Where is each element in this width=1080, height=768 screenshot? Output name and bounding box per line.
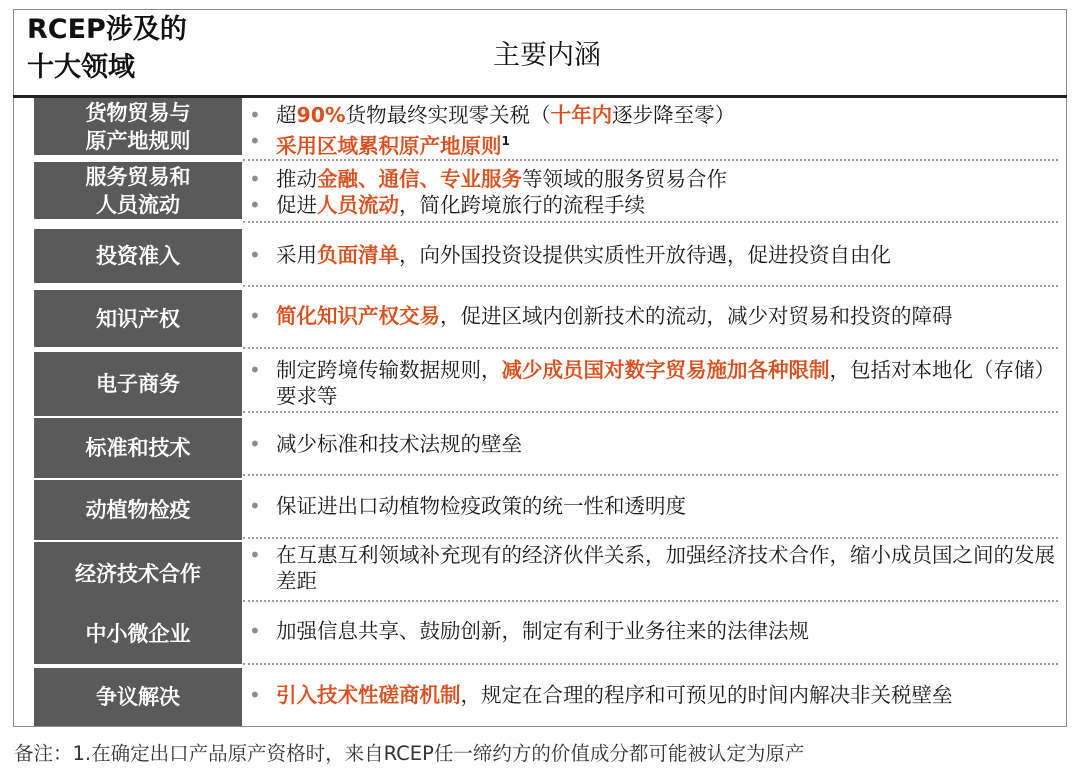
- bullet-item: [243, 542, 1061, 594]
- bullet-text: 逐步降至零）: [612, 103, 736, 127]
- category-cell: [34, 229, 242, 283]
- bullet-list: [243, 542, 1061, 594]
- bullet-dot-icon: •: [249, 103, 261, 127]
- bullet-list: [243, 493, 1061, 519]
- category-label: 投资准入: [96, 244, 180, 268]
- table-row: [13, 350, 1067, 410]
- bullet-item: [243, 431, 1061, 457]
- category-label: 标准和技术: [85, 436, 191, 460]
- row-separator: [243, 663, 1058, 665]
- highlight-text: 人员流动: [317, 193, 399, 217]
- bullet-dot-icon: •: [249, 243, 261, 267]
- bullet-list: [243, 242, 1061, 268]
- category-label: 动植物检疫: [85, 498, 191, 522]
- bullet-item: [243, 242, 1061, 268]
- bullet-dot-icon: •: [249, 432, 261, 456]
- bullet-dot-icon: •: [249, 619, 261, 643]
- category-cell: [34, 480, 242, 540]
- category-cell: [34, 668, 242, 726]
- bullet-item: [243, 128, 1061, 159]
- row-separator: [243, 474, 1058, 476]
- bullet-list: [243, 682, 1061, 708]
- highlight-text: 十年内: [550, 103, 613, 127]
- bullet-text: 采用: [276, 243, 317, 267]
- category-label: 服务贸易和: [85, 164, 191, 189]
- bullet-dot-icon: •: [249, 543, 261, 567]
- bullet-text: ，包括对本地化（存储）要求等: [276, 358, 1055, 408]
- bullet-dot-icon: •: [249, 494, 261, 518]
- highlight-text: 减少成员国对数字贸易施加各种限制: [501, 358, 830, 382]
- row-separator: [243, 159, 1058, 161]
- bullet-list: [243, 431, 1061, 457]
- bullet-text: 超: [276, 103, 297, 127]
- bullet-dot-icon: •: [249, 129, 261, 153]
- bullet-item: [243, 682, 1061, 708]
- bullet-item: [243, 102, 1061, 128]
- category-cell: [34, 542, 242, 606]
- bullet-dot-icon: •: [249, 358, 261, 382]
- category-label: 货物贸易与: [85, 100, 191, 125]
- bullet-text: ，简化跨境旅行的流程手续: [399, 193, 645, 217]
- highlight-text: 采用区域累积原产地原则: [276, 133, 502, 158]
- category-label: 电子商务: [96, 372, 180, 396]
- bullet-text: ，促进区域内创新技术的流动，减少对贸易和投资的障碍: [440, 304, 953, 328]
- bullet-text: 保证进出口动植物检疫政策的统一性和透明度: [276, 494, 686, 518]
- bullet-text: 推动: [276, 167, 317, 191]
- row-separator: [243, 347, 1058, 349]
- table-header: [13, 9, 1067, 95]
- table-row: [13, 288, 1067, 348]
- highlight-text: 引入技术性磋商机制: [276, 683, 461, 707]
- bullet-list: [243, 357, 1061, 409]
- category-cell: [34, 604, 242, 664]
- row-separator: [243, 600, 1058, 602]
- highlight-text: 简化知识产权交易: [276, 304, 440, 328]
- bullet-dot-icon: •: [249, 167, 261, 191]
- bullet-item: [243, 357, 1061, 409]
- table-row: [13, 101, 1067, 158]
- category-label: 知识产权: [96, 306, 180, 331]
- category-label: 中小微企业: [85, 622, 191, 646]
- category-cell: [34, 352, 242, 416]
- bullet-item: [243, 493, 1061, 519]
- table-row: [13, 538, 1067, 598]
- bullet-dot-icon: •: [249, 193, 261, 217]
- category-label: 原产地规则: [85, 128, 191, 153]
- footnote: 备注：1.在确定出口产品原产资格时，来自RCEP任一缔约方的价值成分都可能被认定为原产: [14, 742, 805, 765]
- row-separator: [243, 411, 1058, 413]
- category-cell: [34, 418, 242, 478]
- bullet-list: [243, 618, 1061, 644]
- table-row: [13, 162, 1067, 219]
- highlight-text: 负面清单: [317, 243, 399, 267]
- row-separator: [243, 221, 1058, 223]
- highlight-text: 90%: [296, 103, 346, 127]
- category-cell: [34, 98, 242, 155]
- bullet-text: 在互惠互利领域补充现有的经济伙伴关系，加强经济技术合作，缩小成员国之间的发展差距: [276, 543, 1055, 593]
- highlight-text: 金融、通信、专业服务: [317, 167, 522, 191]
- table-row: [13, 476, 1067, 536]
- bullet-item: [243, 618, 1061, 644]
- bullet-text: 制定跨境传输数据规则，: [276, 358, 502, 382]
- category-cell: [34, 162, 242, 219]
- bullet-item: [243, 192, 1061, 218]
- category-label: 争议解决: [96, 685, 180, 709]
- bullet-text: ，向外国投资设提供实质性开放待遇，促进投资自由化: [399, 243, 891, 267]
- bullet-dot-icon: •: [249, 304, 261, 328]
- table-row: [13, 666, 1067, 724]
- table-row: [13, 602, 1067, 662]
- header-left-title: RCEP涉及的 十大领域: [27, 14, 187, 83]
- table-row: [13, 414, 1067, 474]
- bullet-list: [243, 303, 1061, 329]
- bullet-text: 减少标准和技术法规的壁垒: [276, 432, 522, 456]
- bullet-text: 加强信息共享、鼓励创新，制定有利于业务往来的法律法规: [276, 619, 809, 643]
- table-row: [13, 226, 1067, 286]
- row-separator: [243, 285, 1058, 287]
- footnote-marker: 1: [501, 134, 510, 148]
- bullet-item: [243, 303, 1061, 329]
- row-separator: [243, 537, 1058, 539]
- category-label: 人员流动: [96, 192, 180, 217]
- header-right-title: 主要内涵: [493, 40, 601, 71]
- bullet-dot-icon: •: [249, 683, 261, 707]
- category-label: 经济技术合作: [75, 562, 201, 586]
- bullet-text: 货物最终实现零关税（: [345, 103, 551, 127]
- bullet-text: ，规定在合理的程序和可预见的时间内解决非关税壁垒: [460, 683, 953, 707]
- category-cell: [34, 290, 242, 347]
- bullet-text: 等领域的服务贸易合作: [522, 167, 727, 191]
- bullet-list: [243, 166, 1061, 218]
- bullet-list: [243, 102, 1061, 159]
- bullet-text: 促进: [276, 193, 317, 217]
- bullet-item: [243, 166, 1061, 192]
